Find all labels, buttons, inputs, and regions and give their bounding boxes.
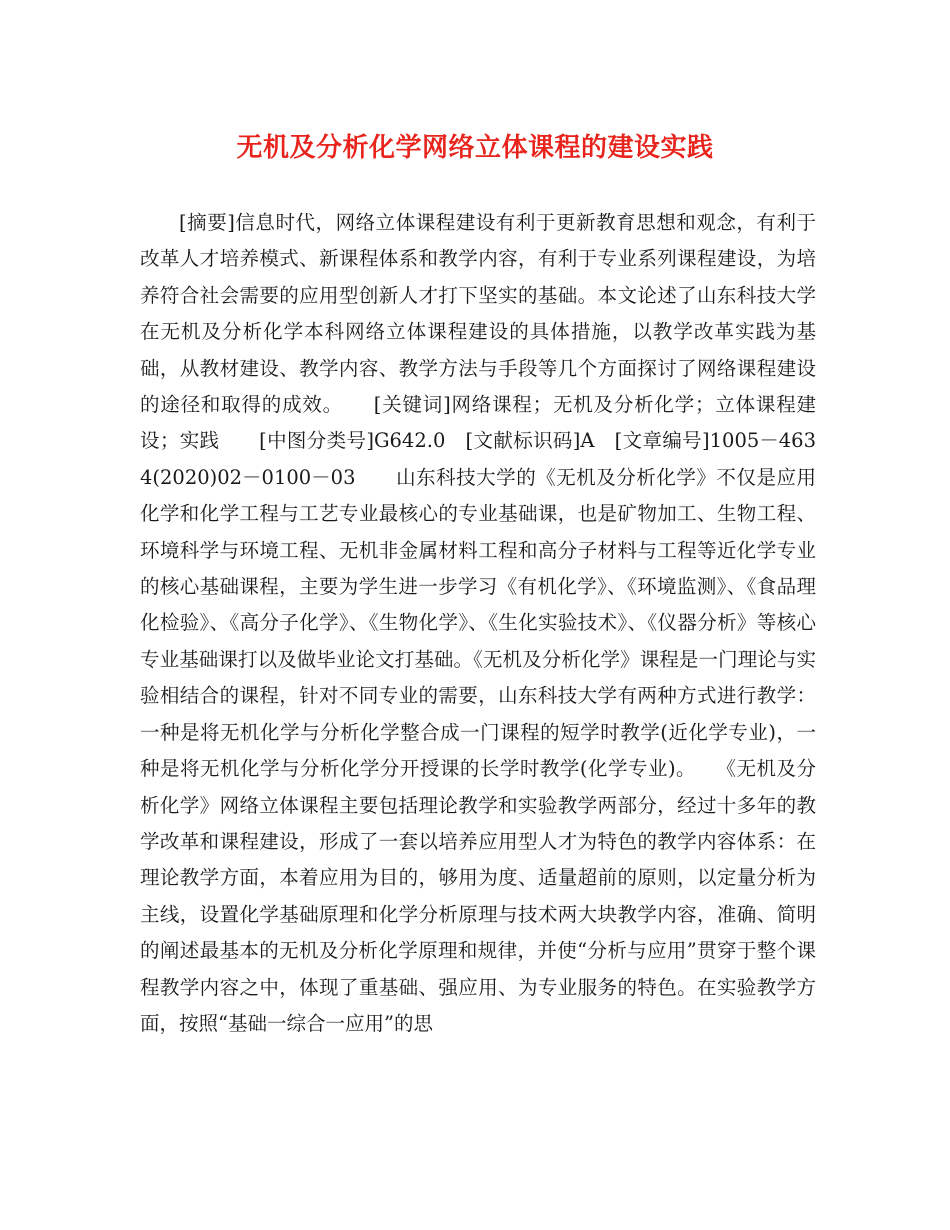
document-title: 无机及分析化学网络立体课程的建设实践 [236,133,714,163]
document-body-paragraph: [摘要]信息时代，网络立体课程建设有利于更新教育思想和观念，有利于改革人才培养模式、新课程体系和教学内容，有利于专业系列课程建设，为培养符合社会需要的应用型创新人才打下坚实的基础。本文论述了山东科技大学在无机及分析化学本科网络立体课程建设的具体措施，以教学改革实践为基础，从教材建设、教学内容、教学方法与手段等几个方面探讨了网络课程建设的途径和取得的成效。 [关键词]网络课程；无机及分析化学；立体课程建设；实践 [中图分类号]G642.0 [文献标识码]A [文章编号]1005－4634(2020)02－0100－03 山东科技大学的《无机及分析化学》不仅是应用化学和化学工程与工艺专业最核心的专业基础课，也是矿物加工、生物工程、环境科学与环境工程、无机非金属材料工程和高分子材料与工程等近化学专业的核心基础课程，主要为学生进一步学习《有机化学》、《环境监测》、《食品理化检验》、《高分子化学》、《生物化学》、《生化实验技术》、《仪器分析》等核心专业基础课打以及做毕业论文打基础。《无机及分析化学》课程是一门理论与实验相结合的课程，针对不同专业的需要，山东科技大学有两种方式进行教学：一种是将无机化学与分析化学整合成一门课程的短学时教学(近化学专业)，一种是将无机化学与分析化学分开授课的长学时教学(化学专业)。 《无机及分析化学》网络立体课程主要包括理论教学和实验教学两部分，经过十多年的教学改革和课程建设，形成了一套以培养应用型人才为特色的教学内容体系：在理论教学方面，本着应用为目的，够用为度、适量超前的原则，以定量分析为主线，设置化学基础原理和化学分析原理与技术两大块教学内容，准确、简明的阐述最基本的无机及分析化学原理和规律，并使“分析与应用”贯穿于整个课程教学内容之中，体现了重基础、强应用、为专业服务的特色。在实验教学方面，按照“基础一综合一应用”的思 [140,211,816,1035]
